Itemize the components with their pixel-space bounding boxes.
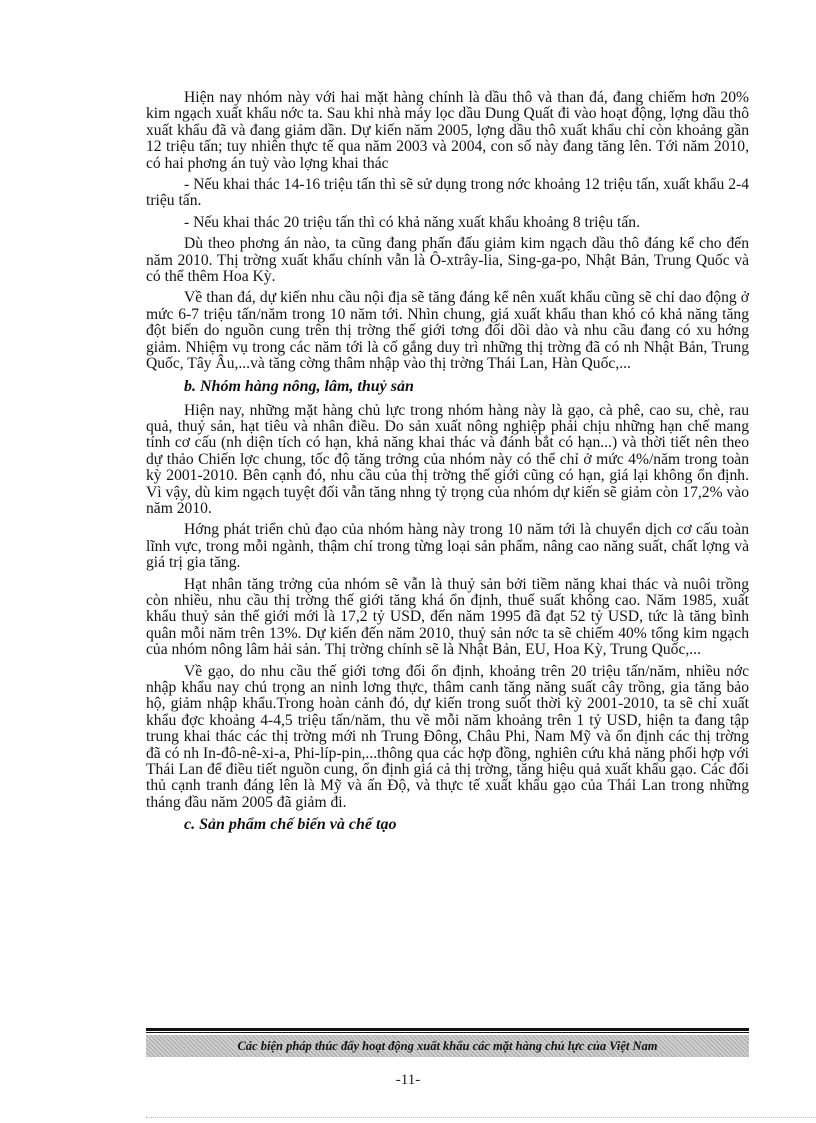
heading-processed-goods-section: c. Sản phẩm chế biến và chế tạo bbox=[184, 816, 397, 834]
document-body bbox=[146, 90, 749, 841]
paragraph-option-2: - Nếu khai thác 20 triệu tấn thì có khả năng xuất khẩu khoảng 8 triệu tấn. bbox=[184, 213, 640, 231]
heading-agriculture-section: b. Nhóm hàng nông, lâm, thuỷ sản bbox=[184, 377, 414, 395]
paragraph-coal: Về than đá, dự kiến nhu cầu nội địa sẽ tăng đáng kể nên xuất khẩu cũng sẽ chỉ dao động ở mức 6-7 triệu tấn/năm trong 10 năm tới. Nhìn chung, giá xuất khẩu than khó có khả năng tăng đột biến do nguồn cung trên thị trờng thế giới tơng đối dồi dào và nhu cầu đang có xu hớng giảm. Nhiệm vụ trong các năm tới là cố gắng duy trì những thị trờng đã có nh Nhật Bản, Trung Quốc, Tây Âu,...và tăng cờng thâm nhập vào thị trờng Thái Lan, Hàn Quốc,... bbox=[146, 289, 749, 373]
footer-rule-thin bbox=[146, 1032, 749, 1033]
paragraph-seafood: Hạt nhân tăng trởng của nhóm sẽ vẫn là thuỷ sản bởi tiềm năng khai thác và nuôi trồng còn nhiều, nhu cầu thị trờng thế giới tăng khá ổn định, thuế suất không cao. Năm 1985, xuất khẩu thuỷ sản thế giới mới là 17,2 tỷ USD, đến năm 1995 đã đạt 52 tỷ USD, tức là tăng bình quân mỗi năm trên 13%. Dự kiến đến năm 2010, thuỷ sản nớc ta sẽ chiếm 40% tổng kim ngạch của nhóm nông lâm hải sản. Thị trờng chính sẽ là Nhật Bản, EU, Hoa Kỳ, Trung Quốc,... bbox=[146, 575, 749, 659]
paragraph-rice: Về gạo, do nhu cầu thế giới tơng đối ổn định, khoảng trên 20 triệu tấn/năm, nhiều nớc nhập khẩu nay chú trọng an ninh lơng thực, thâm canh tăng năng suất cây trồng, gia tăng bảo hộ, giảm nhập khẩu.Trong hoàn cảnh đó, dự kiến trong suốt thời kỳ 2001-2010, ta sẽ chỉ xuất khẩu đợc khoảng 4-4,5 triệu tấn/năm, thu về mỗi năm khoảng trên 1 tỷ USD, hiện ta đang tập trung khai thác các thị trờng mới nh Trung Đông, Châu Phi, Nam Mỹ và ổn định các thị trờng đã có nh In-đô-nê-xi-a, Phi-líp-pin,...thông qua các hợp đồng, nghiên cứu khả năng phối hợp với Thái Lan để điều tiết nguồn cung, ổn định giá cả thị trờng, tăng hiệu quả xuất khẩu gạo. Các đối thủ cạnh tranh đáng lên là Mỹ và ấn Độ, và thực tế xuất khẩu gạo của Thái Lan trong những tháng đầu năm 2005 đã giảm đi. bbox=[146, 662, 749, 811]
footer-title: Các biện pháp thúc đẩy hoạt động xuất khẩu các mặt hàng chủ lực của Việt Nam bbox=[237, 1038, 658, 1053]
paragraph-agri-direction: Hớng phát triển chủ đạo của nhóm hàng này trong 10 năm tới là chuyển dịch cơ cấu toàn lĩnh vực, trong mỗi ngành, thậm chí trong từng loại sản phẩm, nâng cao năng suất, chất lợng và giá trị gia tăng. bbox=[146, 521, 749, 572]
footer-shaded-band bbox=[146, 1035, 749, 1057]
footer-rule-thick bbox=[146, 1028, 749, 1031]
paragraph-oil-markets: Dù theo phơng án nào, ta cũng đang phấn đấu giảm kim ngạch dầu thô đáng kể cho đến năm 2010. Thị trờng xuất khẩu chính vẫn là Ô-xtrây-lia, Sing-ga-po, Nhật Bản, Trung Quốc và có thể thêm Hoa Kỳ. bbox=[146, 235, 749, 286]
footer-banner bbox=[146, 1022, 749, 1058]
paragraph-option-1: - Nếu khai thác 14-16 triệu tấn thì sẽ sử dụng trong nớc khoảng 12 triệu tấn, xuất khẩu 2-4 triệu tấn. bbox=[146, 176, 749, 210]
page-edge-divider bbox=[146, 1117, 816, 1119]
page-number: -11- bbox=[395, 1072, 421, 1088]
paragraph-oil-coal-intro: Hiện nay nhóm này với hai mặt hàng chính là dầu thô và than đá, đang chiếm hơn 20% kim ngạch xuất khẩu nớc ta. Sau khi nhà máy lọc dầu Dung Quất đi vào hoạt động, lợng dầu thô xuất khẩu đã và đang giảm dần. Dự kiến năm 2005, lợng dầu thô xuất khẩu chỉ còn khoảng gần 12 triệu tấn; tuy nhiên thực tế qua năm 2003 và 2004, con số này đang tăng lên. Tới năm 2010, có hai phơng án tuỳ vào lợng khai thác bbox=[146, 89, 749, 172]
paragraph-agri-overview: Hiện nay, những mặt hàng chủ lực trong nhóm hàng này là gạo, cà phê, cao su, chè, rau quả, thuỷ sản, hạt tiêu và nhân điều. Do sản xuất nông nghiệp phải chịu những hạn chế mang tính cơ cấu (nh diện tích có hạn, khả năng khai thác và đánh bắt có hạn...) và thời tiết nên theo dự thảo Chiến lợc chung, tốc độ tăng trởng của nhóm này có thể chỉ ở mức 4%/năm trong toàn kỳ 2001-2010. Bên cạnh đó, nhu cầu của thị trờng thế giới cũng có hạn, giá lại không ổn định. Vì vậy, dù kim ngạch tuyệt đối vẫn tăng nhng tỷ trọng của nhóm dự kiến sẽ giảm còn 17,2% vào năm 2010. bbox=[146, 401, 749, 517]
